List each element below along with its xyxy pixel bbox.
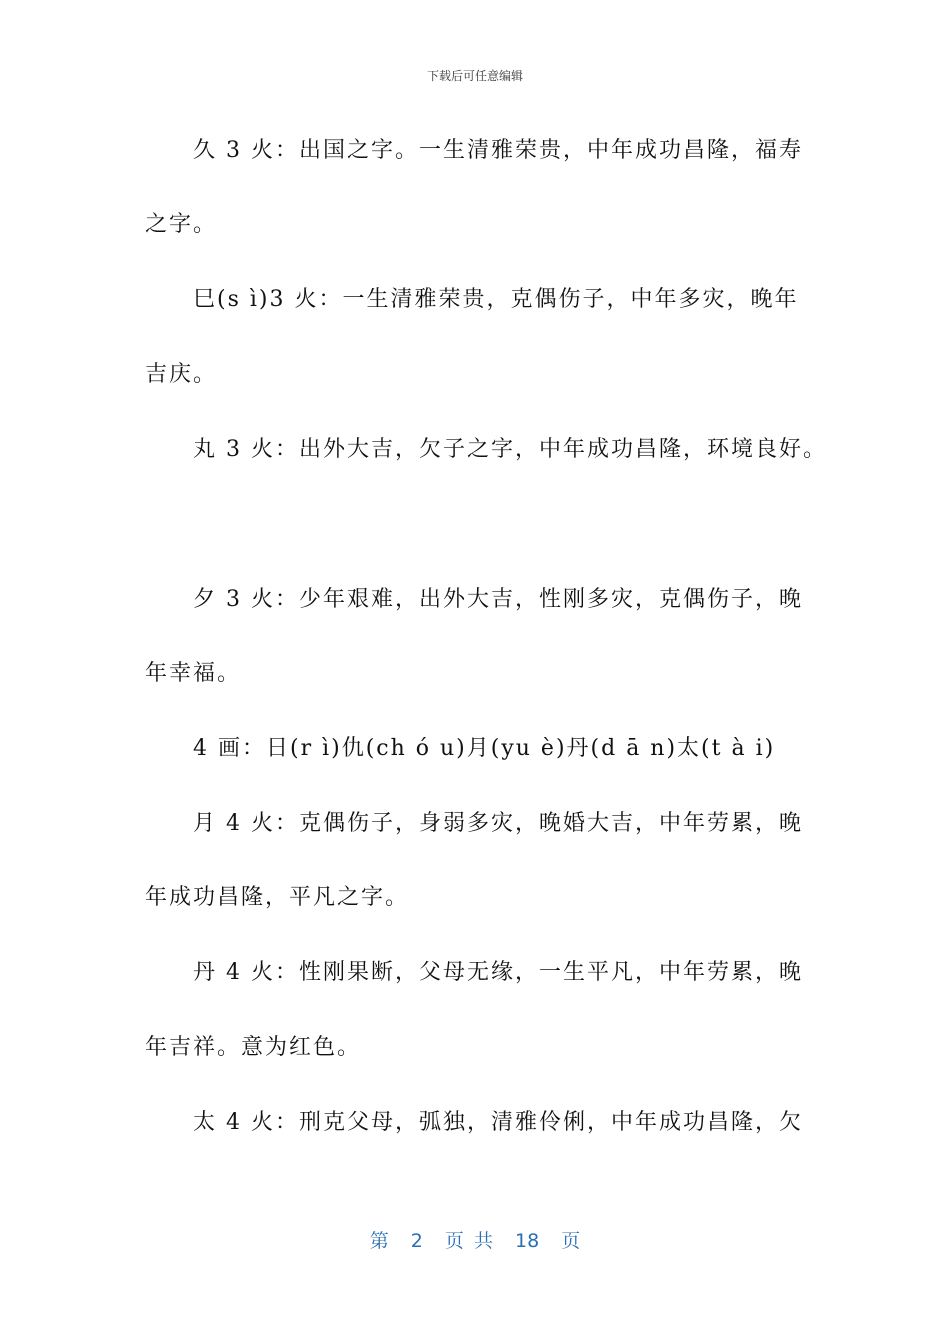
- text-line: 巳(s ì)3 火：一生清雅荣贵，克偶伤子，中年多灾，晚年: [193, 287, 799, 312]
- text-line: 月 4 火：克偶伤子，身弱多灾，晚婚大吉，中年劳累，晚: [193, 811, 803, 836]
- footer-suffix: 页: [561, 1230, 581, 1252]
- text-line: 丸 3 火：出外大吉，欠子之字，中年成功昌隆，环境良好。: [193, 437, 827, 462]
- text-line: 年吉祥。意为红色。: [145, 1035, 362, 1060]
- text-line: 吉庆。: [145, 362, 218, 387]
- text-line: 之字。: [145, 212, 218, 237]
- footer-middle: 页 共: [444, 1230, 493, 1252]
- footer-prefix: 第: [369, 1230, 389, 1252]
- text-line: 夕 3 火：少年艰难，出外大吉，性刚多灾，克偶伤子，晚: [193, 587, 803, 612]
- page-footer: [0, 1226, 950, 1253]
- current-page-number: 2: [410, 1230, 423, 1252]
- text-line: 年幸福。: [145, 661, 242, 686]
- text-line: 丹 4 火：性刚果断，父母无缘，一生平凡，中年劳累，晚: [193, 960, 803, 985]
- text-line: 年成功昌隆，平凡之字。: [145, 885, 410, 910]
- text-line: 久 3 火：出国之字。一生清雅荣贵，中年成功昌隆，福寿: [193, 138, 803, 163]
- total-page-count: 18: [515, 1230, 540, 1252]
- text-line: 4 画：日(r ì)仇(ch ó u)月(yu è)丹(d ā n)太(t à i): [193, 736, 776, 761]
- text-line: 太 4 火：刑克父母，弧独，清雅伶俐，中年成功昌隆，欠: [193, 1110, 803, 1135]
- page-header: 下载后可任意编辑: [426, 69, 523, 83]
